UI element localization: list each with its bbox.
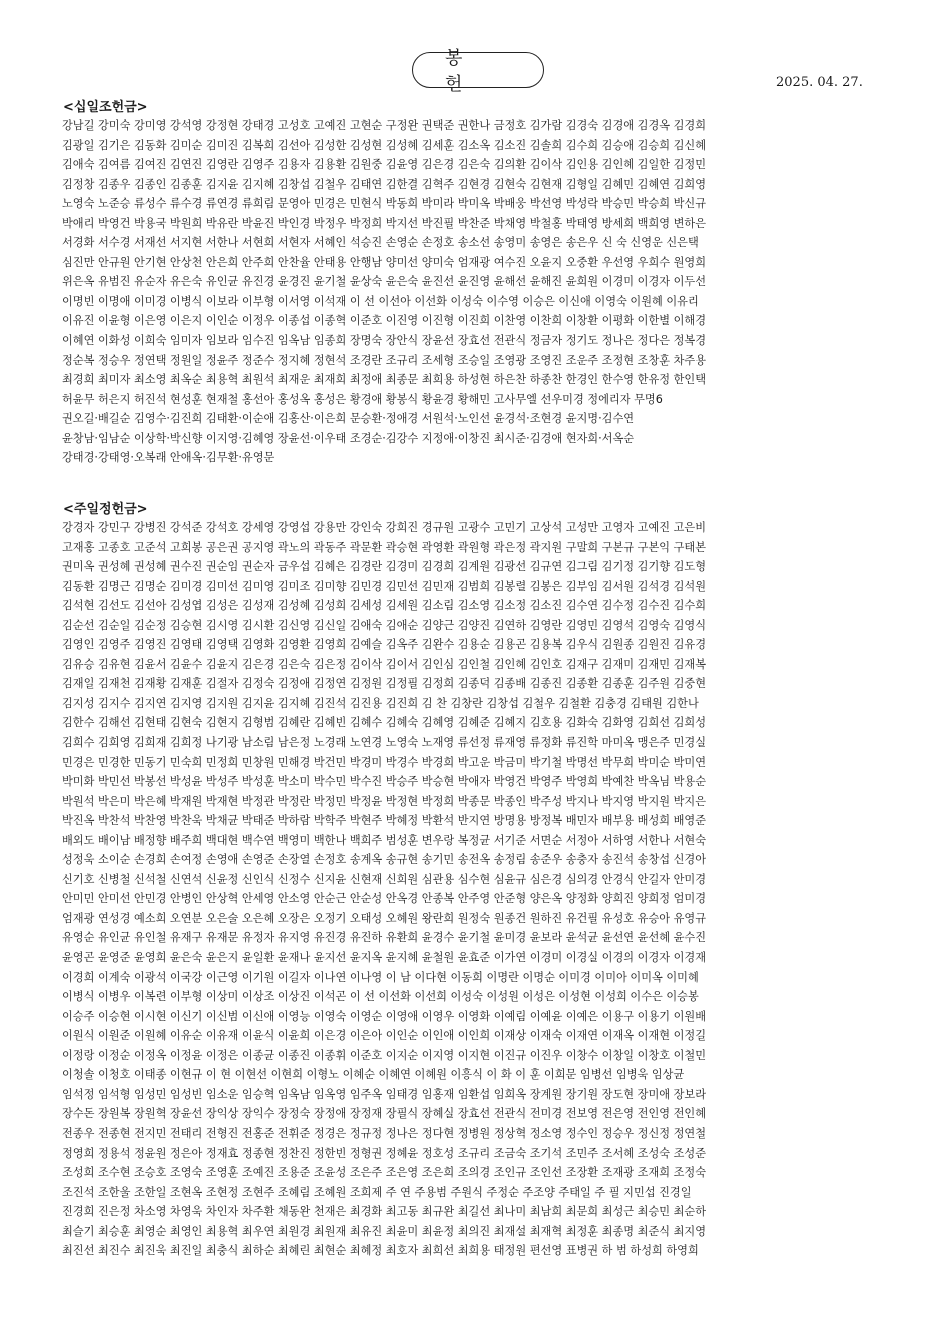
name-line: 권미옥 권성혜 권성혜 권수진 권순임 권순자 금우섭 김혜은 김경란 김경미 김경희 김계원 김광선 김규연 김그림 김기정 김기향 김도형	[62, 560, 707, 574]
name-line: 김순선 김순일 김순정 김승현 김시영 김시환 김신영 김신일 김애숙 김애순 김양근 김양진 김연하 김영란 김영민 김영석 김영숙 김영식	[62, 618, 707, 632]
page-title: 봉 헌	[412, 52, 544, 88]
name-line: 유영순 유인균 유인철 유재구 유재문 유정자 유지영 유진경 유진하 유환희 윤경수 윤기철 윤미경 윤보라 윤석균 윤선연 윤선혜 윤수진	[62, 931, 707, 945]
name-line: 성정욱 소이순 손경희 손여정 손영애 손영준 손장열 손정호 송계옥 송규현 송기민 송전옥 송정림 송준우 송충자 송진석 송창섭 신경아	[62, 853, 707, 867]
name-line: 이승주 이승현 이시현 이신기 이신범 이신애 이영능 이영숙 이영순 이영애 이영우 이영화 이예림 이예윤 이예은 이용구 이용기 이원배	[62, 1009, 707, 1023]
name-line: 박원석 박은미 박은혜 박재원 박재현 박정관 박정란 박정민 박정윤 박정현 박정희 박종문 박종인 박주성 박지나 박지영 박지원 박지은	[62, 794, 707, 808]
name-line: 위은옥 유범진 유순자 유은숙 유인균 유진경 윤경진 윤기철 윤상숙 윤은숙 윤진선 윤진영 윤해선 윤해진 윤희원 이경미 이경자 이두선	[62, 275, 707, 289]
name-line: 김희수 김희영 김희재 김희정 나기광 남소림 남은정 노경래 노연경 노영숙 노재영 류선정 류재영 류정화 류진학 마미옥 맹은주 민경실	[62, 736, 707, 750]
name-line: 김한수 김해선 김현태 김현숙 김현지 김형범 김혜란 김혜빈 김혜수 김혜숙 김혜영 김혜준 김혜지 김호용 김화숙 김화영 김희선 김희성	[62, 716, 707, 730]
name-line: 강남길 강미숙 강미영 강석영 강정현 강태경 고성호 고예진 고현순 구정완 권택준 권한나 금정호 김가람 김경숙 김경애 김경옥 김경희	[62, 119, 707, 132]
name-line: 박진옥 박찬석 박찬영 박찬욱 박채균 박태준 박하람 박학주 박현주 박혜정 박환석 반지연 방명용 방정복 배민자 배부용 배성희 배영준	[62, 814, 707, 828]
name-line: 이유진 이윤형 이은영 이은지 이인순 이정우 이종섭 이종혁 이준호 이진영 이진형 이진희 이찬영 이찬희 이창환 이평화 이한별 이해경	[62, 314, 707, 328]
name-line: 서경화 서수경 서재선 서지현 서한나 서현희 서현자 서혜인 석승진 손영순 손정호 송소선 송영미 송영은 송은우 신 숙 신영운 신은택	[62, 236, 699, 250]
date: 2025. 04. 27.	[776, 75, 863, 90]
name-line: 강경자 강민구 강병진 강석준 강석호 강세영 강영섭 강용만 강인숙 강희진 경규원 고광수 고민기 고상석 고성만 고영자 고예진 고은비	[62, 521, 707, 534]
name-line: 허윤무 허은지 허진석 현성훈 현재철 홍선아 홍성옥 홍성은 황경애 황봉식 황윤경 황해민 고사무엘 선우미경 정에리자 무명6	[62, 392, 663, 406]
name-line: 이정랑 이정순 이정옥 이정윤 이정은 이종균 이종진 이종휘 이준호 이지순 이지영 이지현 이진규 이진우 이창수 이창일 이창호 이철민	[62, 1048, 707, 1062]
name-line: 김영인 김영주 김영진 김영태 김영택 김영화 김영환 김영희 김예슬 김옥주 김완수 김용순 김용곤 김용복 김우식 김원종 김원진 김유경	[62, 638, 707, 652]
name-line: 이명빈 이명애 이미경 이병식 이보라 이부형 이서영 이석재 이 선 이선아 이선화 이성숙 이수영 이승은 이신애 이영숙 이원혜 이유리	[62, 294, 699, 308]
name-line: 박미화 박민선 박봉선 박성윤 박성주 박성훈 박소미 박수민 박수진 박승주 박승현 박애자 박영건 박영주 박영희 박예찬 박옥님 박용순	[62, 775, 707, 789]
name-line: 김유승 김유현 김윤서 김윤수 김윤지 김은경 김은숙 김은정 김이삭 김이서 김인심 김인철 김인혜 김인호 김재구 김재미 김재민 김재복	[62, 657, 707, 671]
section-title-sunday: <주일정헌금>	[63, 502, 148, 517]
name-line: 이원식 이원준 이원혜 이유순 이유재 이윤식 이윤희 이은경 이은아 이인순 이인애 이인희 이재상 이재숙 이재연 이재옥 이재현 이정길	[62, 1029, 707, 1043]
sunday-name-list	[62, 518, 882, 1261]
name-line: 민경은 민경한 민동기 민숙희 민정희 민창원 민해경 박건민 박경미 박경수 박경희 박고운 박금미 박기철 박명선 박무희 박미순 박미연	[62, 755, 707, 769]
section-title-tithe: <십일조헌금>	[63, 100, 148, 115]
name-line: 엄재광 연성경 예소희 오연분 오은술 오은혜 오장은 오정기 오태성 오혜원 왕란희 원정숙 원종건 원하진 유건필 유성호 유승아 유영규	[62, 911, 707, 925]
name-line: 이병식 이병우 이복련 이부형 이상미 이상조 이상진 이석곤 이 선 이선화 이선희 이성숙 이성원 이성은 이성현 이성희 이수은 이승봉	[62, 990, 699, 1004]
name-line: 심진만 안규원 안기현 안상천 안은희 안주희 안찬율 안태용 안행남 양미선 양미숙 엄재광 여수진 오윤지 오중환 우선영 우희수 원영희	[62, 255, 707, 269]
name-line: 강태경·강태영·오복래 안애옥·김무환·유영문	[62, 451, 275, 465]
name-line: 윤영곤 윤영준 윤영희 윤은숙 윤은지 윤일환 윤재나 윤지선 윤지옥 윤지혜 윤철원 윤효준 이가연 이경미 이경실 이경의 이경자 이경재	[62, 951, 707, 965]
name-line: 김재일 김재천 김재황 김재훈 김절자 김정숙 김정애 김정연 김정원 김정필 김정희 김종덕 김종배 김종진 김종환 김종훈 김주원 김중현	[62, 677, 707, 691]
name-line: 이경희 이계숙 이광석 이국강 이근영 이기원 이길자 이나연 이나영 이 남 이다현 이동희 이명란 이명순 이미경 이미아 이미옥 이미혜	[62, 970, 699, 984]
name-line: 조진석 조한울 조한일 조현옥 조현정 조현주 조혜림 조혜원 조희제 주 연 주용범 주원식 주정순 주조양 주태일 주 필 지민섭 진경일	[62, 1185, 692, 1199]
name-line: 정영희 정용석 정윤원 정은아 정재효 정종현 정찬진 정한빈 정형권 정혜윤 정호성 조규리 조금숙 조기석 조민주 조서혜 조성숙 조성준	[62, 1146, 707, 1160]
name-line: 김정창 김종우 김종인 김종훈 김지윤 김지혜 김창섭 김철우 김태연 김한결 김혁주 김현경 김현숙 김현재 김형일 김혜민 김혜연 김희영	[62, 177, 707, 191]
name-line: 김지성 김지수 김지연 김지영 김지원 김지윤 김지혜 김진석 김진용 김진희 김 찬 김창란 김창섭 김철우 김철환 김충경 김태원 김한나	[62, 696, 699, 710]
name-line: 노영숙 노준승 류성수 류수경 류연경 류희림 문영아 민경은 민현식 박동희 박미라 박미옥 박배웅 박선영 박성락 박승민 박승희 박신규	[62, 197, 707, 211]
name-line: 최경희 최미자 최소영 최옥순 최용혁 최원석 최재운 최재희 최정애 최종문 최희용 하성현 하은찬 하종찬 한경인 한수영 한유정 한인택	[62, 373, 707, 387]
name-line: 조성희 조수현 조승호 조영숙 조영훈 조예진 조용준 조윤성 조은주 조은영 조은희 조의경 조인규 조인선 조장환 조재광 조재희 조정숙	[62, 1166, 707, 1180]
name-line: 권오길·배길순 김영수·김진희 김태환·이순애 김홍산·이은희 문승환·정애경 서원석·노인선 윤경석·조현경 윤지명·김수연	[62, 412, 635, 426]
tithe-name-list	[62, 116, 882, 468]
name-line: 신기호 신병철 신석철 신연석 신윤정 신인식 신정수 신지윤 신현재 신희원 심관용 심수현 심윤규 심은경 심의경 안경식 안길자 안미경	[62, 872, 707, 886]
name-line: 임석정 임석형 임성민 임성빈 임소운 임승혁 임옥남 임옥영 임주옥 임태경 임홍재 임환섭 임희옥 장계원 장기원 장도현 장미애 장보라	[62, 1087, 707, 1101]
name-line: 고재홍 고종호 고준석 고희봉 공은권 공지영 곽노의 곽동주 곽문환 곽승현 곽영환 곽원형 곽은정 곽지원 구말희 구본규 구본익 구태본	[62, 540, 707, 554]
name-line: 김석현 김선도 김선아 김성엽 김성은 김성재 김성혜 김성희 김세성 김세원 김소림 김소영 김소정 김소진 김수연 김수정 김수진 김수희	[62, 599, 707, 613]
name-line: 김동환 김명근 김명순 김미경 김미선 김미영 김미조 김미향 김민경 김민선 김민재 김범희 김봉렬 김봉은 김부임 김서원 김석경 김석원	[62, 579, 707, 593]
name-line: 윤창남·임남순 이상학·박신향 이지영·김혜영 장윤선·이우태 조경순·김강수 지정애·이창진 최시준·김경애 현자희·서옥순	[62, 431, 635, 445]
name-line: 배외도 배이남 배정향 배주희 백대현 백수연 백영미 백한나 백희주 범성훈 변우랑 복정균 서기준 서면순 서정아 서하영 서한나 서현숙	[62, 833, 707, 847]
name-line: 장수돈 장원복 장원혁 장윤선 장익상 장익수 장정숙 장정애 장정재 장필식 장혜실 장효선 전관식 전미경 전보영 전은영 전인영 전인혜	[62, 1107, 707, 1121]
name-line: 이청솔 이청호 이태종 이현규 이 현 이현선 이현희 이형노 이혜순 이혜연 이혜원 이흥식 이 화 이 훈 이희문 임병선 임병욱 임상균	[62, 1068, 685, 1082]
name-line: 전종우 전종현 전지민 전태리 전형진 전홍준 전휘준 정경은 정규정 정나은 정다현 정병원 정상혁 정소영 정수인 정승우 정신정 정연철	[62, 1126, 707, 1140]
name-line: 안미민 안미선 안민경 안병인 안상혁 안세영 안소영 안순근 안순성 안옥경 안종복 안주영 안준형 양은옥 양정화 양희진 양희정 엄미경	[62, 892, 707, 906]
name-line: 최슬기 최승훈 최영순 최영인 최용혁 최우연 최원경 최원재 최유진 최윤미 최윤정 최의진 최재설 최재혁 최정훈 최종명 최준식 최지영	[62, 1224, 707, 1238]
name-line: 박애리 박영건 박용국 박원희 박유란 박윤진 박인경 박정우 박정희 박지선 박진필 박찬준 박채영 박철홍 박태영 방세희 백희영 변하은	[62, 216, 707, 230]
name-line: 김애숙 김여름 김여진 김연진 김영란 김영주 김용자 김용환 김원중 김윤영 김은경 김은숙 김의환 김이삭 김인용 김인혜 김일한 김정민	[62, 158, 707, 172]
name-line: 이혜연 이화성 이희숙 임미자 임보라 임수진 임옥남 임종희 장명숙 장안식 장윤선 장효선 전관식 정금자 정기도 정나은 정다은 정복경	[62, 334, 707, 348]
name-line: 정순복 정승우 정연택 정원일 정윤주 정준수 정지혜 정현석 조경란 조규리 조세형 조승일 조영광 조영진 조운주 조정현 조창훈 차주용	[62, 353, 707, 367]
name-line: 김광일 김기은 김동화 김미순 김미진 김복희 김선아 김성한 김성현 김성혜 김세훈 김소옥 김소진 김솔희 김수희 김승애 김승희 김신혜	[62, 138, 707, 152]
name-line: 최진선 최진수 최진욱 최진일 최충식 최하순 최혜린 최현순 최혜정 최호자 최희선 최희용 태정원 편선영 표병권 하 범 하성희 하영희	[62, 1244, 699, 1258]
name-line: 진경희 진은정 차소영 차영욱 차인자 차주환 채동완 천재은 최경화 최고동 최규완 최길선 최나미 최남희 최문희 최성근 최승민 최순하	[62, 1205, 707, 1219]
